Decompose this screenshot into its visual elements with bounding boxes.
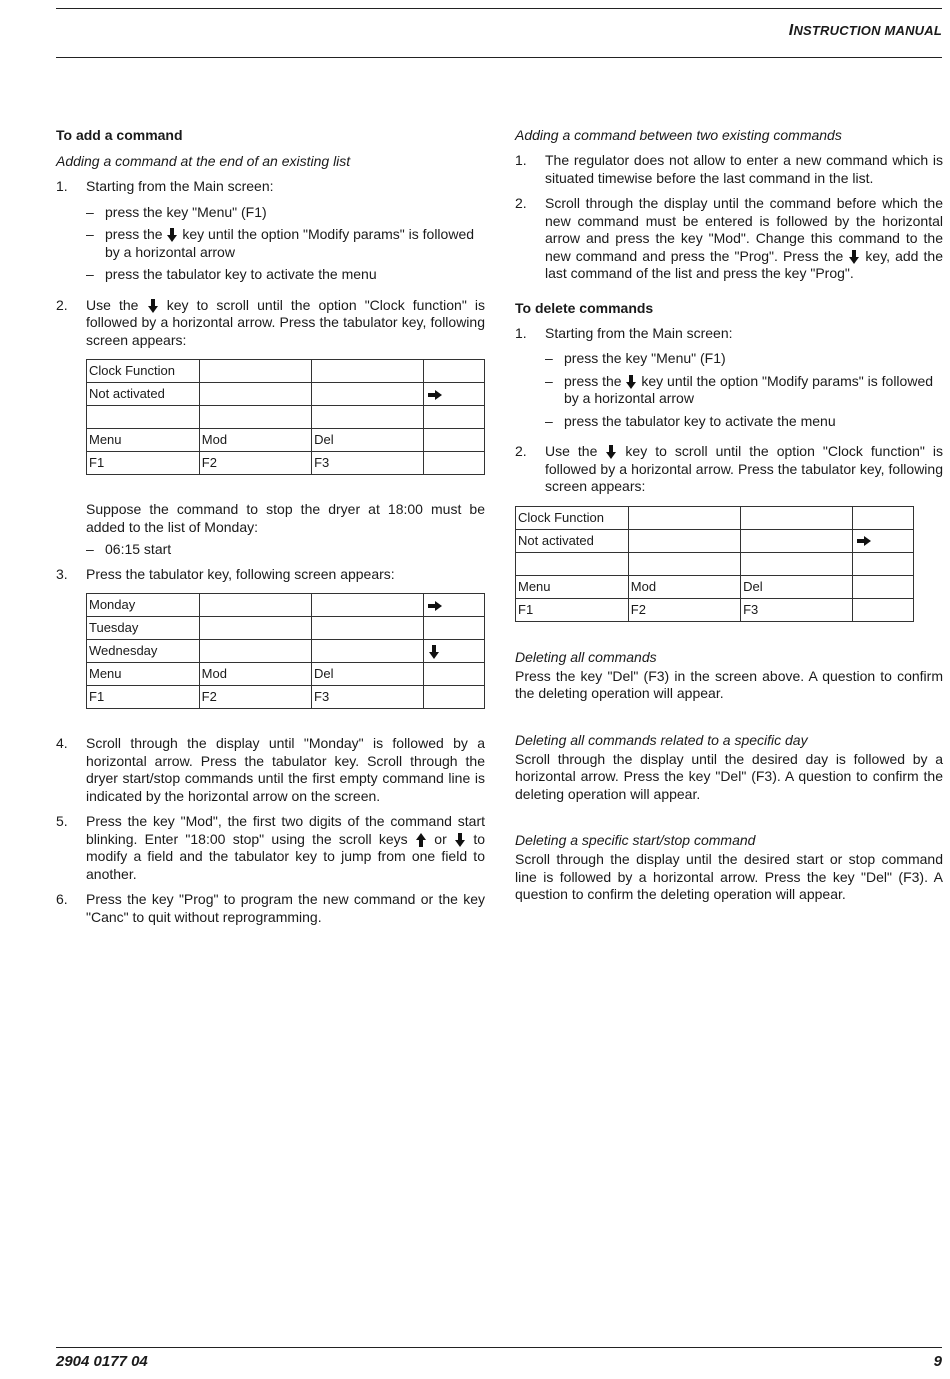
table-cell [853,598,914,621]
table-cell: F3 [312,452,424,475]
dash-item: – press the key "Menu" (F1) [86,203,267,220]
table-cell: Mod [199,663,311,686]
table-row [516,552,914,575]
table-row [87,594,485,617]
paragraph: Press the key "Del" (F3) in the screen above. A question to confirm the deleting operation will appear. [515,667,943,701]
table-cell: F1 [87,686,200,709]
table-cell [424,640,485,663]
left-column [56,126,485,934]
table-cell [424,452,485,475]
table-cell: F3 [741,598,853,621]
table-cell: Tuesday [87,617,200,640]
table-cell: Clock Function [87,360,200,383]
table-cell: Wednesday [87,640,200,663]
table-cell: F2 [199,452,311,475]
table-cell: F2 [199,686,311,709]
table-cell: Mod [199,429,311,452]
list-item: 1. The regulator does not allow to enter a new command which is situated timewise before the last command in the list. [515,152,943,186]
table-row [516,598,914,621]
table-cell: Menu [87,429,200,452]
down-arrow-icon [455,833,465,847]
table-cell [199,640,311,663]
table-cell [199,360,311,383]
top-rule [56,8,942,9]
down-arrow-icon [167,228,177,242]
table-cell [628,552,740,575]
table-cell: Menu [87,663,200,686]
table-cell [312,406,424,429]
table-cell [199,594,311,617]
subheading-delete-all: Deleting all commands [515,648,657,665]
table-cell: Not activated [87,383,200,406]
down-arrow-icon [626,375,636,389]
table-cell [741,529,853,552]
table-cell [853,552,914,575]
list-item: 1. Starting from the Main screen: [56,178,274,194]
table-cell [516,552,629,575]
display-screen-table [515,506,914,622]
footer-rule [56,1347,942,1348]
table-cell [312,360,424,383]
table-row [516,506,914,529]
list-item: 6. Press the key "Prog" to program the new command or the key "Canc" to quit without reprogramming. [56,891,485,925]
subheading-add-end: Adding a command at the end of an existing list [56,153,351,169]
list-item: 4. Scroll through the display until "Monday" is followed by a horizontal arrow. Press the tabulator key. Scroll through the dryer start/stop commands until the first empty command line is indicated by the horizontal arrow on the screen. [56,735,485,804]
page-number: 9 [933,1353,942,1370]
display-screen-table [86,593,485,709]
table-cell: Not activated [516,529,629,552]
header-rule [56,57,942,58]
table-cell [424,429,485,452]
list-item: 2. Scroll through the display until the command before which the new command must be entered is followed by the horizontal arrow and press the key "Mod". Change this command to the new command and press the "Prog". Press the key, add the last command of the list and press the key "Prog". [515,195,943,281]
dash-item: – press the tabulator key to activate the menu [86,266,377,282]
table-row [87,686,485,709]
right-arrow-icon [857,536,871,546]
table-cell [312,617,424,640]
list-item: 1. Starting from the Main screen: [515,324,733,341]
table-cell [853,506,914,529]
table-cell [424,663,485,686]
list-item: 3. Press the tabulator key, following screen appears: [56,565,395,582]
table-cell: Clock Function [516,506,629,529]
dash-list [86,204,485,284]
table-cell [312,594,424,617]
paragraph: Scroll through the display until the desired start or stop command line is followed by a horizontal arrow. Press the key "Del" (F3). A question to confirm the deleting operation will appear. [515,851,943,902]
table-cell [199,617,311,640]
dash-item: – press the key "Menu" (F1) [545,350,726,366]
header-title: INSTRUCTION MANUAL [788,22,942,39]
dash-item: – press the tabulator key to activate the menu [545,412,836,429]
table-cell [424,617,485,640]
paragraph: Scroll through the display until the desired day is followed by a horizontal arrow. Press the key "Del" (F3). A question to confirm the deleting operation will appear. [515,750,943,802]
table-cell: Del [312,429,424,452]
table-row [87,429,485,452]
table-cell [853,529,914,552]
table-cell [312,383,424,406]
example-text: Suppose the command to stop the dryer at 18:00 must be added to the list of Monday: [86,501,485,535]
table-cell [312,640,424,663]
subheading-delete-day: Deleting all commands related to a specific day [515,731,808,748]
table-row [516,529,914,552]
table-cell [424,406,485,429]
table-cell [424,383,485,406]
table-cell: F1 [516,598,629,621]
section-heading-add: To add a command [56,127,183,143]
list-item: 2. Use the key to scroll until the option "Clock function" is followed by a horizontal arrow. Press the tabulator key, following screen appears: [56,296,486,348]
table-cell [424,594,485,617]
table-row [87,452,485,475]
right-arrow-icon [428,601,442,611]
table-cell: Del [741,575,853,598]
right-column [515,126,943,904]
table-row [87,617,485,640]
table-cell [628,529,740,552]
table-cell [424,686,485,709]
table-row [87,383,485,406]
table-row [87,406,485,429]
subheading-add-between: Adding a command between two existing commands [515,127,842,143]
table-cell: Menu [516,575,629,598]
document-code: 2904 0177 04 [56,1353,148,1370]
table-cell [741,506,853,529]
table-cell [87,406,200,429]
up-arrow-icon [416,833,426,847]
table-row [87,640,485,663]
table-cell [424,360,485,383]
table-cell [199,406,311,429]
display-screen-table [86,359,485,475]
table-cell: Monday [87,594,200,617]
dash-list [545,350,943,430]
dash-item: – press the key until the option "Modify params" is followed by a horizontal arrow [86,226,475,260]
table-cell [853,575,914,598]
table-row [516,575,914,598]
table-row [87,360,485,383]
dash-item: – press the key until the option "Modify params" is followed by a horizontal arrow [545,372,934,406]
table-cell: F2 [628,598,740,621]
table-cell: Mod [628,575,740,598]
section-heading-delete: To delete commands [515,299,654,316]
list-item: 5. Press the key "Mod", the first two digits of the command start blinking. Enter "18:00 stop" using the scroll keys or to modify a field and the tabulator key to jump from one field to another. [56,813,486,882]
down-arrow-icon [429,645,439,659]
dash-item: – 06:15 start [86,541,172,557]
down-arrow-icon [849,250,859,264]
table-row [87,663,485,686]
down-arrow-icon [148,299,158,313]
list-item: 2. Use the key to scroll until the option "Clock function" is followed by a horizontal arrow. Press the tabulator key, following screen appears: [515,443,944,494]
table-cell [741,552,853,575]
subheading-delete-one: Deleting a specific start/stop command [515,832,756,848]
table-cell: F1 [87,452,200,475]
table-cell [199,383,311,406]
down-arrow-icon [606,445,616,459]
table-cell [628,506,740,529]
table-cell: Del [312,663,424,686]
table-cell: F3 [312,686,424,709]
right-arrow-icon [428,390,442,400]
